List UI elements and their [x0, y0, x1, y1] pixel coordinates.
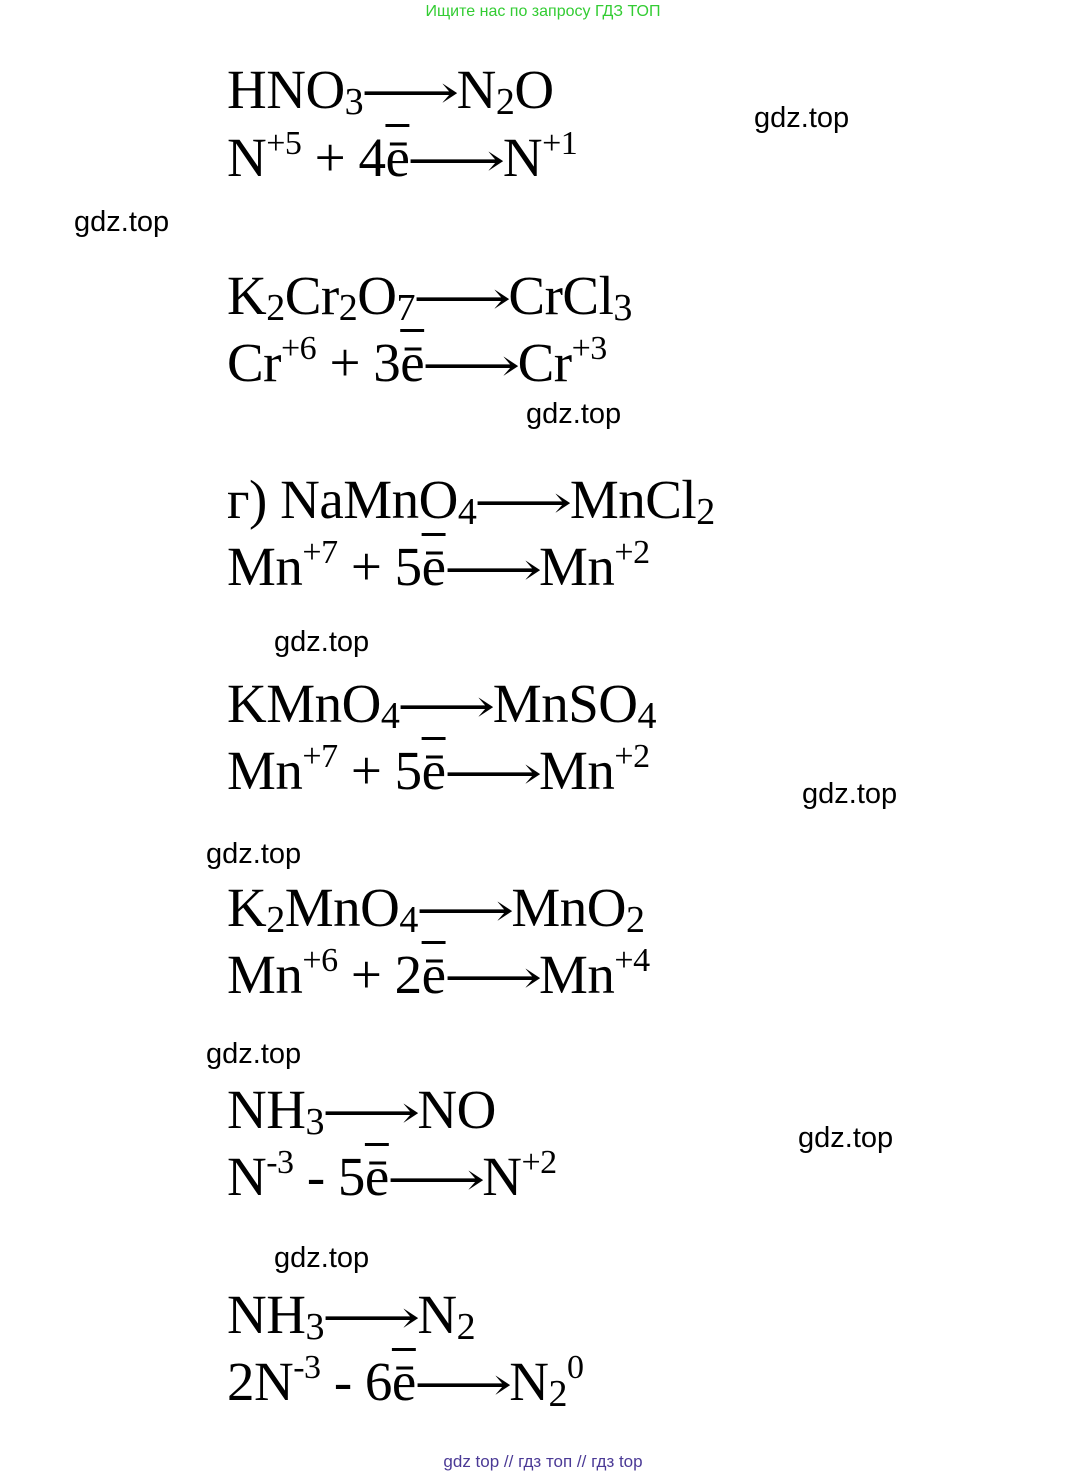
- electron-count: + 2: [337, 944, 422, 1005]
- half-reaction-n-2: [227, 1144, 557, 1210]
- subscript: 2: [266, 287, 285, 329]
- watermark: gdz.top: [798, 1122, 894, 1154]
- half-reaction-mn-2: [227, 738, 650, 804]
- subscript: 3: [305, 1101, 324, 1143]
- equation-namno4-mncl2: [227, 470, 715, 533]
- arrow-icon: ⟶: [443, 544, 542, 595]
- oxidation-state: -3: [266, 1144, 294, 1181]
- electron-count: - 6: [320, 1351, 392, 1412]
- formula-text: N: [456, 59, 496, 120]
- element: 2N: [227, 1351, 294, 1412]
- subscript: 7: [396, 287, 415, 329]
- item-label: г): [227, 469, 281, 530]
- oxidation-state: +2: [614, 738, 650, 775]
- oxidation-state: +2: [614, 534, 650, 571]
- formula-text: NH: [227, 1284, 306, 1345]
- subscript: 4: [399, 899, 418, 941]
- subscript: 4: [457, 491, 477, 533]
- subscript: 2: [456, 1306, 476, 1348]
- formula-text: K: [227, 877, 267, 938]
- watermark: gdz.top: [754, 102, 850, 134]
- watermark: gdz.top: [206, 1038, 302, 1070]
- element: N: [509, 1351, 549, 1412]
- equation-nh3-n2: [227, 1285, 475, 1348]
- half-reaction-n: [227, 125, 578, 191]
- element: N: [482, 1146, 522, 1207]
- half-reaction-mn-1: [227, 534, 650, 600]
- subscript: 4: [380, 695, 400, 737]
- formula-text: MnO: [284, 877, 400, 938]
- subscript: 4: [637, 695, 657, 737]
- electron-symbol: $\overline{ē}$: [421, 740, 446, 801]
- watermark: gdz.top: [526, 398, 622, 430]
- half-reaction-mn-3: [227, 942, 650, 1008]
- watermark: gdz.top: [206, 838, 302, 870]
- oxidation-state: +6: [281, 330, 317, 367]
- subscript: 2: [625, 899, 645, 941]
- electron-symbol: $\overline{ē}$: [400, 332, 425, 393]
- arrow-icon: ⟶: [443, 952, 542, 1003]
- oxidation-state: +3: [571, 330, 607, 367]
- arrow-icon: ⟶: [412, 273, 511, 324]
- equation-nh3-no: [227, 1080, 496, 1143]
- formula-text: K: [227, 265, 267, 326]
- search-banner[interactable]: Ищите нас по запросу ГДЗ ТОП: [425, 3, 661, 20]
- subscript: 3: [344, 81, 364, 123]
- arrow-icon: ⟶: [443, 748, 542, 799]
- formula-text: CrCl: [508, 265, 614, 326]
- electron-symbol: $\overline{ē}$: [391, 1351, 416, 1412]
- equation-k2mno4-mno2: [227, 878, 644, 941]
- electron-symbol: $\overline{ē}$: [385, 127, 410, 188]
- arrow-icon: ⟶: [413, 1359, 512, 1410]
- element: Mn: [227, 536, 303, 597]
- element: N: [227, 1146, 267, 1207]
- formula-text: MnO: [511, 877, 626, 938]
- arrow-icon: ⟶: [396, 681, 496, 732]
- element: Mn: [539, 944, 615, 1005]
- element: N: [502, 127, 543, 188]
- watermark: gdz.top: [802, 778, 898, 810]
- electron-count: + 5: [337, 740, 422, 801]
- arrow-icon: ⟶: [415, 885, 514, 936]
- formula-text: KMnO: [227, 673, 381, 734]
- footer-watermark: gdz top // гдз топ // гдз top: [443, 1452, 643, 1471]
- oxidation-state: +4: [614, 942, 650, 979]
- oxidation-state: +7: [302, 534, 338, 571]
- electron-count: + 5: [337, 536, 422, 597]
- subscript: 2: [495, 81, 515, 123]
- formula-text: NH: [227, 1079, 306, 1140]
- subscript: 3: [305, 1306, 324, 1348]
- subscript: 2: [696, 491, 715, 533]
- formula-text: N: [417, 1284, 457, 1345]
- element: Mn: [539, 740, 615, 801]
- oxidation-state: +6: [302, 942, 338, 979]
- oxidation-state: +1: [542, 125, 578, 162]
- electron-count: + 3: [316, 332, 401, 393]
- formula-text: Cr: [284, 265, 339, 326]
- oxidation-state: 0: [567, 1349, 584, 1386]
- arrow-icon: ⟶: [386, 1154, 485, 1205]
- formula-text: O: [514, 59, 554, 120]
- formula-text: MnSO: [492, 673, 638, 734]
- electron-symbol: $\overline{ē}$: [364, 1146, 389, 1207]
- electron-symbol: $\overline{ē}$: [421, 944, 446, 1005]
- oxidation-state: +5: [266, 125, 302, 162]
- electron-symbol: $\overline{ē}$: [421, 536, 446, 597]
- element: Mn: [227, 944, 303, 1005]
- subscript: 3: [613, 287, 632, 329]
- arrow-icon: ⟶: [421, 340, 520, 391]
- half-reaction-n-3: [227, 1349, 584, 1415]
- arrow-icon: ⟶: [474, 477, 573, 528]
- watermark: gdz.top: [274, 626, 370, 658]
- oxidation-state: +7: [302, 738, 338, 775]
- element: Cr: [227, 332, 281, 393]
- arrow-icon: ⟶: [321, 1292, 420, 1343]
- formula-text: HNO: [227, 59, 345, 120]
- arrow-icon: ⟶: [360, 67, 459, 118]
- equation-k2cr2o7-crcl3: [227, 266, 632, 329]
- watermark: gdz.top: [74, 206, 170, 238]
- watermark: gdz.top: [274, 1242, 370, 1274]
- oxidation-state: -3: [293, 1349, 321, 1386]
- subscript: 2: [548, 1373, 567, 1415]
- electron-count: + 4: [301, 127, 386, 188]
- element: Mn: [227, 740, 303, 801]
- subscript: 2: [266, 899, 285, 941]
- electron-count: - 5: [293, 1146, 365, 1207]
- arrow-icon: ⟶: [321, 1087, 420, 1138]
- formula-text: MnCl: [569, 469, 697, 530]
- formula-text: NaMnO: [280, 469, 458, 530]
- formula-text: NO: [417, 1079, 496, 1140]
- formula-text: O: [357, 265, 397, 326]
- arrow-icon: ⟶: [407, 135, 506, 186]
- half-reaction-cr: [227, 330, 607, 396]
- element: Mn: [539, 536, 615, 597]
- element: Cr: [517, 332, 572, 393]
- equation-hno3-n2o: [227, 60, 554, 123]
- oxidation-state: +2: [521, 1144, 557, 1181]
- subscript: 2: [338, 287, 358, 329]
- equation-kmno4-mnso4: [227, 674, 656, 737]
- element: N: [227, 127, 267, 188]
